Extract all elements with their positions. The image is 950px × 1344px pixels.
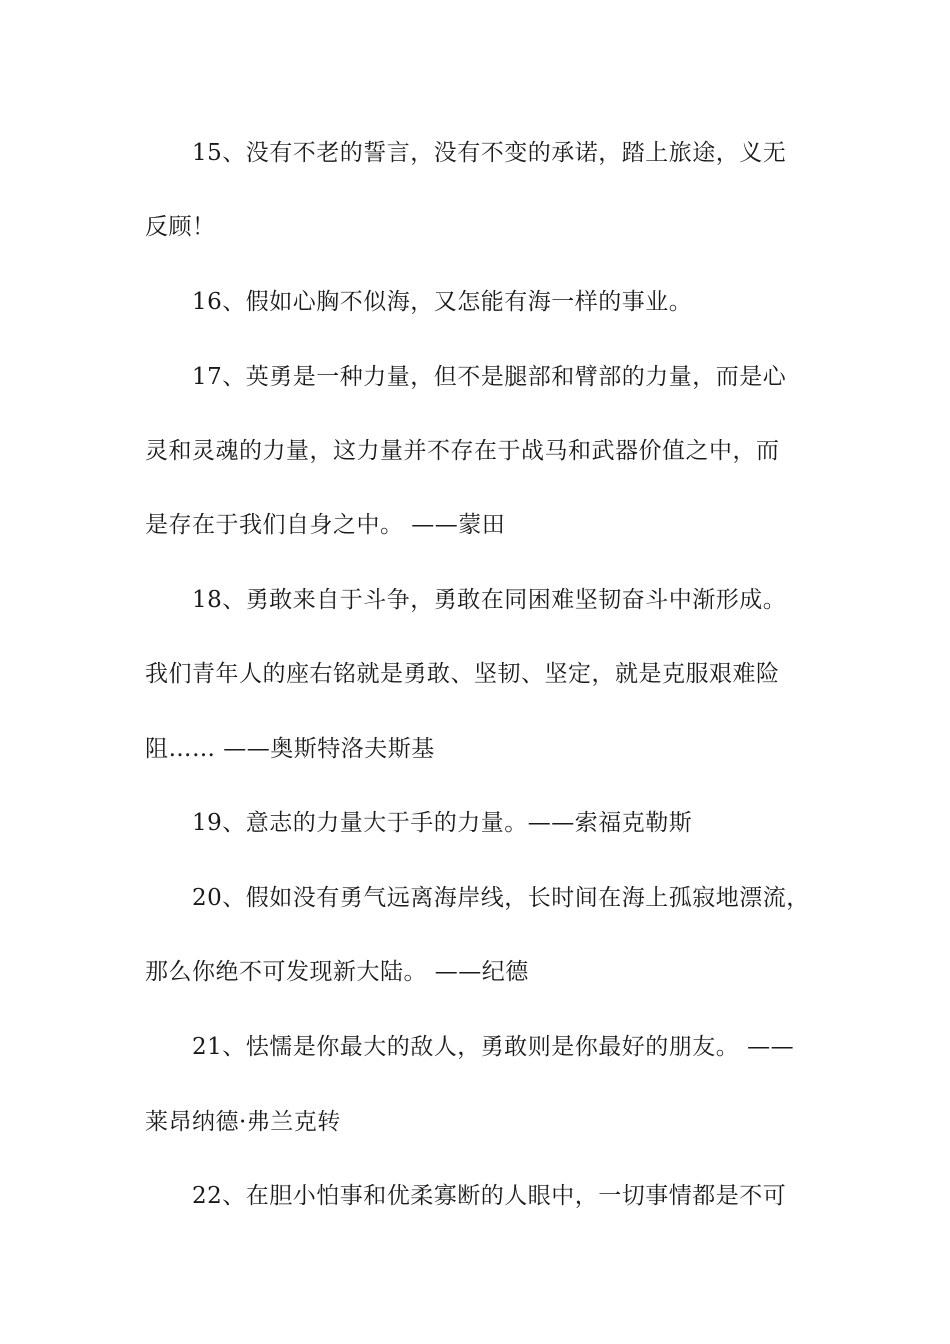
quote-17-line-1: 17、英勇是一种力量，但不是腿部和臂部的力量，而是心	[192, 364, 787, 390]
quote-15-line-2: 反顾！	[145, 214, 216, 240]
quote-18-line-1: 18、勇敢来自于斗争，勇敢在同困难坚韧奋斗中渐形成。	[192, 587, 787, 613]
quote-16-line-1: 16、假如心胸不似海，又怎能有海一样的事业。	[192, 289, 693, 315]
quote-18-line-3: 阻…… ——奥斯特洛夫斯基	[145, 736, 435, 762]
quote-20-line-2: 那么你绝不可发现新大陆。 ——纪德	[145, 959, 529, 985]
quote-22-line-1: 22、在胆小怕事和优柔寡断的人眼中，一切事情都是不可	[192, 1183, 787, 1209]
quote-17-line-3: 是存在于我们自身之中。 ——蒙田	[145, 512, 506, 538]
quote-21-line-2: 莱昂纳德·弗兰克转	[145, 1109, 341, 1135]
quote-20-line-1: 20、假如没有勇气远离海岸线，长时间在海上孤寂地漂流，	[192, 885, 810, 911]
quote-17-line-2: 灵和灵魂的力量，这力量并不存在于战马和武器价值之中，而	[145, 438, 780, 464]
quote-15-line-1: 15、没有不老的誓言，没有不变的承诺，踏上旅途，义无	[192, 140, 787, 166]
quote-21-line-1: 21、怯懦是你最大的敌人，勇敢则是你最好的朋友。 ——	[192, 1034, 795, 1060]
quote-19-line-1: 19、意志的力量大于手的力量。——索福克勒斯	[192, 810, 693, 836]
quote-18-line-2: 我们青年人的座右铭就是勇敢、坚韧、坚定，就是克服艰难险	[145, 661, 780, 687]
